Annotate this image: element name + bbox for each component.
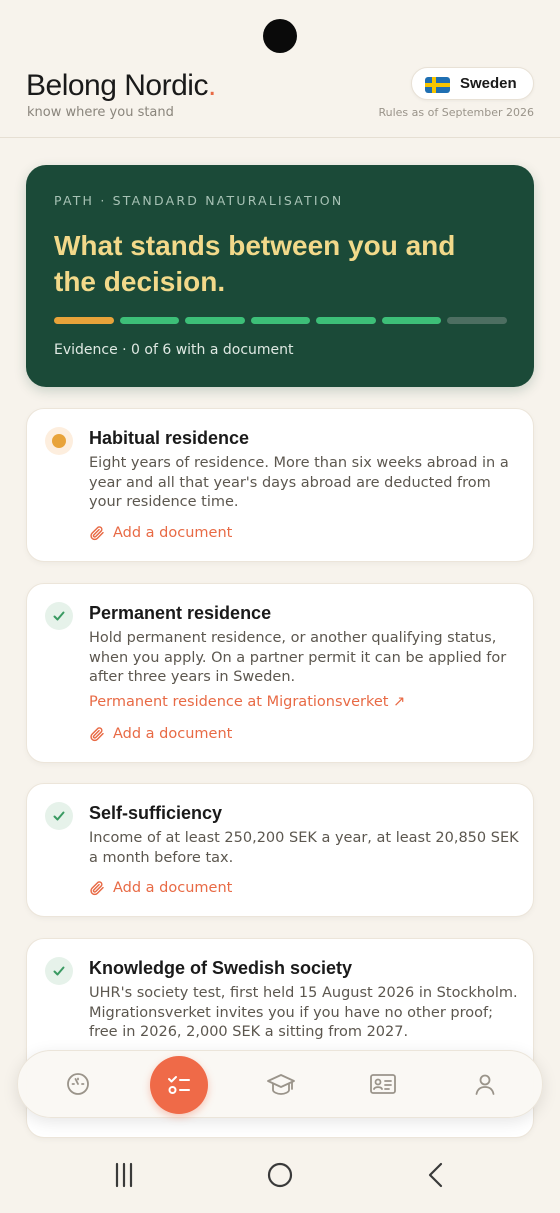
add-document-label: Add a document — [113, 726, 233, 742]
requirement-title: Knowledge of Swedish society — [89, 958, 353, 978]
country-selector[interactable] — [411, 67, 534, 100]
evidence-progress-bar — [54, 317, 507, 324]
back-icon[interactable] — [416, 1162, 456, 1190]
progress-segment-2 — [120, 317, 180, 324]
country-name: Sweden — [460, 75, 517, 92]
tagline: know where you stand — [27, 105, 174, 120]
add-document-label: Add a document — [113, 525, 233, 541]
check-status-icon — [45, 802, 73, 830]
rules-date: Rules as of September 2026 — [378, 106, 534, 119]
requirement-card-permanent-residence[interactable] — [26, 583, 534, 763]
check-status-icon — [45, 602, 73, 630]
app-header — [0, 60, 560, 138]
requirement-title: Habitual residence — [89, 428, 250, 448]
add-document-label: Add a document — [113, 880, 233, 896]
brand-logo: Belong Nordic. — [26, 69, 216, 102]
requirement-description: Income of at least 250,200 SEK a year, at least 20,850 SEK a month before tax. — [89, 830, 519, 866]
camera-cutout — [263, 19, 297, 53]
progress-segment-6 — [382, 317, 442, 324]
requirement-title: Permanent residence — [89, 603, 272, 623]
path-summary-card — [26, 165, 534, 387]
check-status-icon — [45, 957, 73, 985]
id-card-icon[interactable] — [369, 1071, 397, 1099]
home-icon[interactable] — [260, 1162, 300, 1190]
requirement-description: UHR's society test, first held 15 August 2026 in Stockholm. Migrationsverket invites you if you have no other proof; free in 2026, 2,000 SEK a sitting from 2027. — [89, 985, 518, 1040]
path-label: PATH · STANDARD NATURALISATION — [54, 193, 344, 208]
progress-segment-5 — [316, 317, 376, 324]
requirement-card-self-sufficiency[interactable] — [26, 783, 534, 917]
requirement-description: Eight years of residence. More than six weeks abroad in a year and all that year's days abroad are deducted from your residence time. — [89, 455, 509, 510]
profile-icon[interactable] — [472, 1071, 500, 1099]
add-document-button[interactable] — [89, 726, 232, 742]
requirement-description: Hold permanent residence, or another qualifying status, when you apply. On a partner permit it can be applied for after three years in Sweden. — [89, 630, 507, 685]
system-navigation-bar — [0, 1150, 560, 1213]
progress-segment-4 — [251, 317, 311, 324]
paperclip-icon — [89, 726, 105, 742]
checklist-icon[interactable] — [150, 1056, 208, 1114]
add-document-button[interactable] — [89, 880, 232, 896]
requirement-title: Self-sufficiency — [89, 803, 223, 823]
sweden-flag-icon — [425, 77, 450, 93]
progress-segment-7 — [447, 317, 507, 324]
evidence-count: Evidence · 0 of 6 with a document — [54, 342, 294, 358]
requirement-card-habitual-residence[interactable] — [26, 408, 534, 562]
progress-segment-3 — [185, 317, 245, 324]
paperclip-icon — [89, 525, 105, 541]
recent-apps-icon[interactable] — [104, 1162, 144, 1190]
dashboard-icon[interactable] — [65, 1071, 93, 1099]
path-title: What stands between you and the decision. — [54, 230, 456, 297]
paperclip-icon — [89, 880, 105, 896]
bottom-navigation — [17, 1050, 543, 1118]
progress-segment-1 — [54, 317, 114, 324]
graduation-cap-icon[interactable] — [266, 1071, 294, 1099]
pending-status-icon — [45, 427, 73, 455]
migrationsverket-link[interactable]: Permanent residence at Migrationsverket ↗ — [89, 694, 406, 710]
add-document-button[interactable] — [89, 525, 232, 541]
